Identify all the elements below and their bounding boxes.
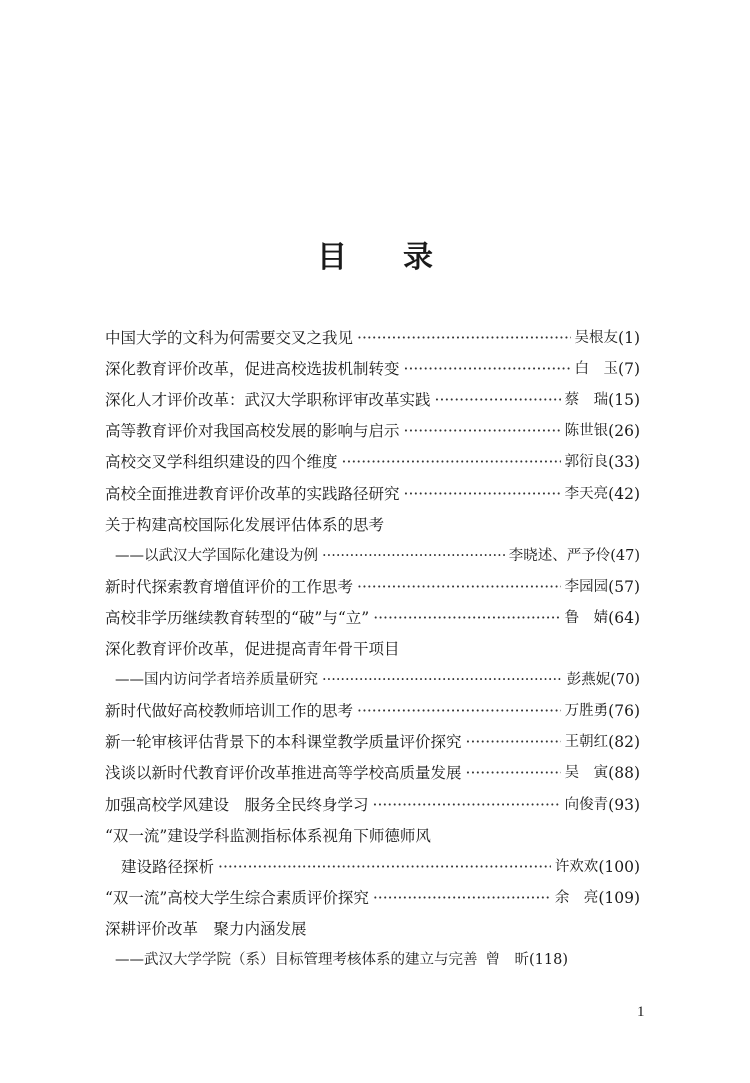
toc-entry-heading[interactable] xyxy=(105,510,640,541)
entry-title: 新时代探索教育增值评价的工作思考 xyxy=(105,577,354,596)
entry-title: 深化教育评价改革，促进提高青年骨干项目 xyxy=(105,640,400,659)
toc-entry-subtitle[interactable] xyxy=(105,541,640,572)
toc-entry[interactable] xyxy=(105,323,640,354)
entry-page: (70) xyxy=(610,672,640,689)
entry-author: 李天亮 xyxy=(564,485,609,502)
dot-leader xyxy=(404,416,561,447)
toc-entry[interactable] xyxy=(105,883,640,914)
toc-entry-heading[interactable] xyxy=(105,634,640,665)
entry-page: (7) xyxy=(618,360,640,379)
toc-entry-subtitle[interactable] xyxy=(105,665,640,696)
entry-author: 吴根友 xyxy=(574,330,619,347)
entry-title: 高校全面推进教育评价改革的实践路径研究 xyxy=(105,484,400,503)
entry-title: 新时代做好高校教师培训工作的思考 xyxy=(105,702,354,721)
entry-page: (1) xyxy=(618,329,640,348)
dot-leader xyxy=(322,665,563,696)
entry-author: 吴 寅 xyxy=(564,765,609,782)
entry-author: 向俊青 xyxy=(564,796,609,813)
entry-title: 中国大学的文科为何需要交叉之我见 xyxy=(105,329,354,348)
dot-leader xyxy=(322,541,505,572)
entry-title: ——以武汉大学国际化建设为例 xyxy=(115,547,318,564)
entry-author: 白 玉 xyxy=(574,361,619,378)
entry-title: ——国内访问学者培养质量研究 xyxy=(115,672,318,689)
entry-page: (33) xyxy=(608,453,640,472)
page-number: 1 xyxy=(637,1004,645,1020)
toc-entry[interactable] xyxy=(105,572,640,603)
toc-entry[interactable] xyxy=(105,758,640,789)
entry-title: “双一流”建设学科监测指标体系视角下师德师风 xyxy=(105,826,431,845)
entry-author: 曾 昕 xyxy=(485,951,529,968)
dot-leader xyxy=(466,727,561,758)
entry-title: 深耕评价改革 聚力内涵发展 xyxy=(105,919,307,938)
entry-author: 陈世银 xyxy=(564,423,609,440)
entry-title: ——武汉大学学院（系）目标管理考核体系的建立与完善 xyxy=(115,951,478,968)
entry-page: (15) xyxy=(608,391,640,410)
entry-author: 鲁 婧 xyxy=(564,609,609,626)
entry-page: (100) xyxy=(598,857,640,876)
page-title: 目录 xyxy=(317,240,489,275)
entry-title: 高等教育评价对我国高校发展的影响与启示 xyxy=(105,422,400,441)
dot-leader xyxy=(218,852,551,883)
entry-page: (76) xyxy=(608,702,640,721)
toc-entry[interactable] xyxy=(105,789,640,820)
entry-author: 许欢欢 xyxy=(554,858,599,875)
toc-entry[interactable] xyxy=(105,727,640,758)
entry-page: (109) xyxy=(598,888,640,907)
dot-leader xyxy=(357,572,561,603)
toc-entry[interactable] xyxy=(105,447,640,478)
entry-title: 关于构建高校国际化发展评估体系的思考 xyxy=(105,515,385,534)
entry-page: (118) xyxy=(529,951,568,968)
dot-leader xyxy=(404,354,571,385)
entry-author: 王朝红 xyxy=(564,734,609,751)
dot-leader xyxy=(342,447,561,478)
entry-title: 建设路径探析 xyxy=(121,857,215,876)
dot-leader xyxy=(357,696,561,727)
toc-entry-subtitle[interactable] xyxy=(105,945,640,976)
entry-title: 深化教育评价改革，促进高校选拔机制转变 xyxy=(105,360,400,379)
entry-page: (93) xyxy=(608,795,640,814)
entry-page: (88) xyxy=(608,764,640,783)
entry-author: 万胜勇 xyxy=(564,703,609,720)
toc-entry[interactable] xyxy=(105,385,640,416)
toc-entry-continuation[interactable] xyxy=(105,852,640,883)
dot-leader xyxy=(466,758,561,789)
toc-entry[interactable] xyxy=(105,354,640,385)
dot-leader xyxy=(435,385,561,416)
toc-entry-heading[interactable] xyxy=(105,821,640,852)
dot-leader xyxy=(357,323,571,354)
toc-entry[interactable] xyxy=(105,603,640,634)
entry-author: 余 亮 xyxy=(554,889,599,906)
dot-leader xyxy=(373,883,551,914)
entry-title: 高校非学历继续教育转型的“破”与“立” xyxy=(105,608,370,627)
dot-leader xyxy=(373,603,560,634)
entry-page: (26) xyxy=(608,422,640,441)
entry-author: 蔡 瑞 xyxy=(564,392,609,409)
entry-author: 李晓述、严予伶 xyxy=(508,547,611,564)
dot-leader xyxy=(404,479,561,510)
dot-leader xyxy=(373,790,561,821)
entry-title: 高校交叉学科组织建设的四个维度 xyxy=(105,453,338,472)
entry-title: 新一轮审核评估背景下的本科课堂教学质量评价探究 xyxy=(105,733,462,752)
entry-title: 深化人才评价改革：武汉大学职称评审改革实践 xyxy=(105,391,431,410)
toc-entry[interactable] xyxy=(105,478,640,509)
entry-page: (42) xyxy=(608,484,640,503)
entry-title: “双一流”高校大学生综合素质评价探究 xyxy=(105,888,369,907)
entry-author: 郭衍良 xyxy=(564,454,609,471)
toc-entry[interactable] xyxy=(105,696,640,727)
entry-page: (64) xyxy=(608,608,640,627)
entry-author: 彭燕妮 xyxy=(566,672,611,689)
toc-entry-heading[interactable] xyxy=(105,914,640,945)
toc-entry[interactable] xyxy=(105,416,640,447)
entry-page: (82) xyxy=(608,733,640,752)
entry-page: (57) xyxy=(608,577,640,596)
entry-title: 加强高校学风建设 服务全民终身学习 xyxy=(105,795,369,814)
entry-page: (47) xyxy=(610,547,640,564)
entry-title: 浅谈以新时代教育评价改革推进高等学校高质量发展 xyxy=(105,764,462,783)
table-of-contents xyxy=(105,323,640,976)
entry-author: 李园园 xyxy=(564,578,609,595)
